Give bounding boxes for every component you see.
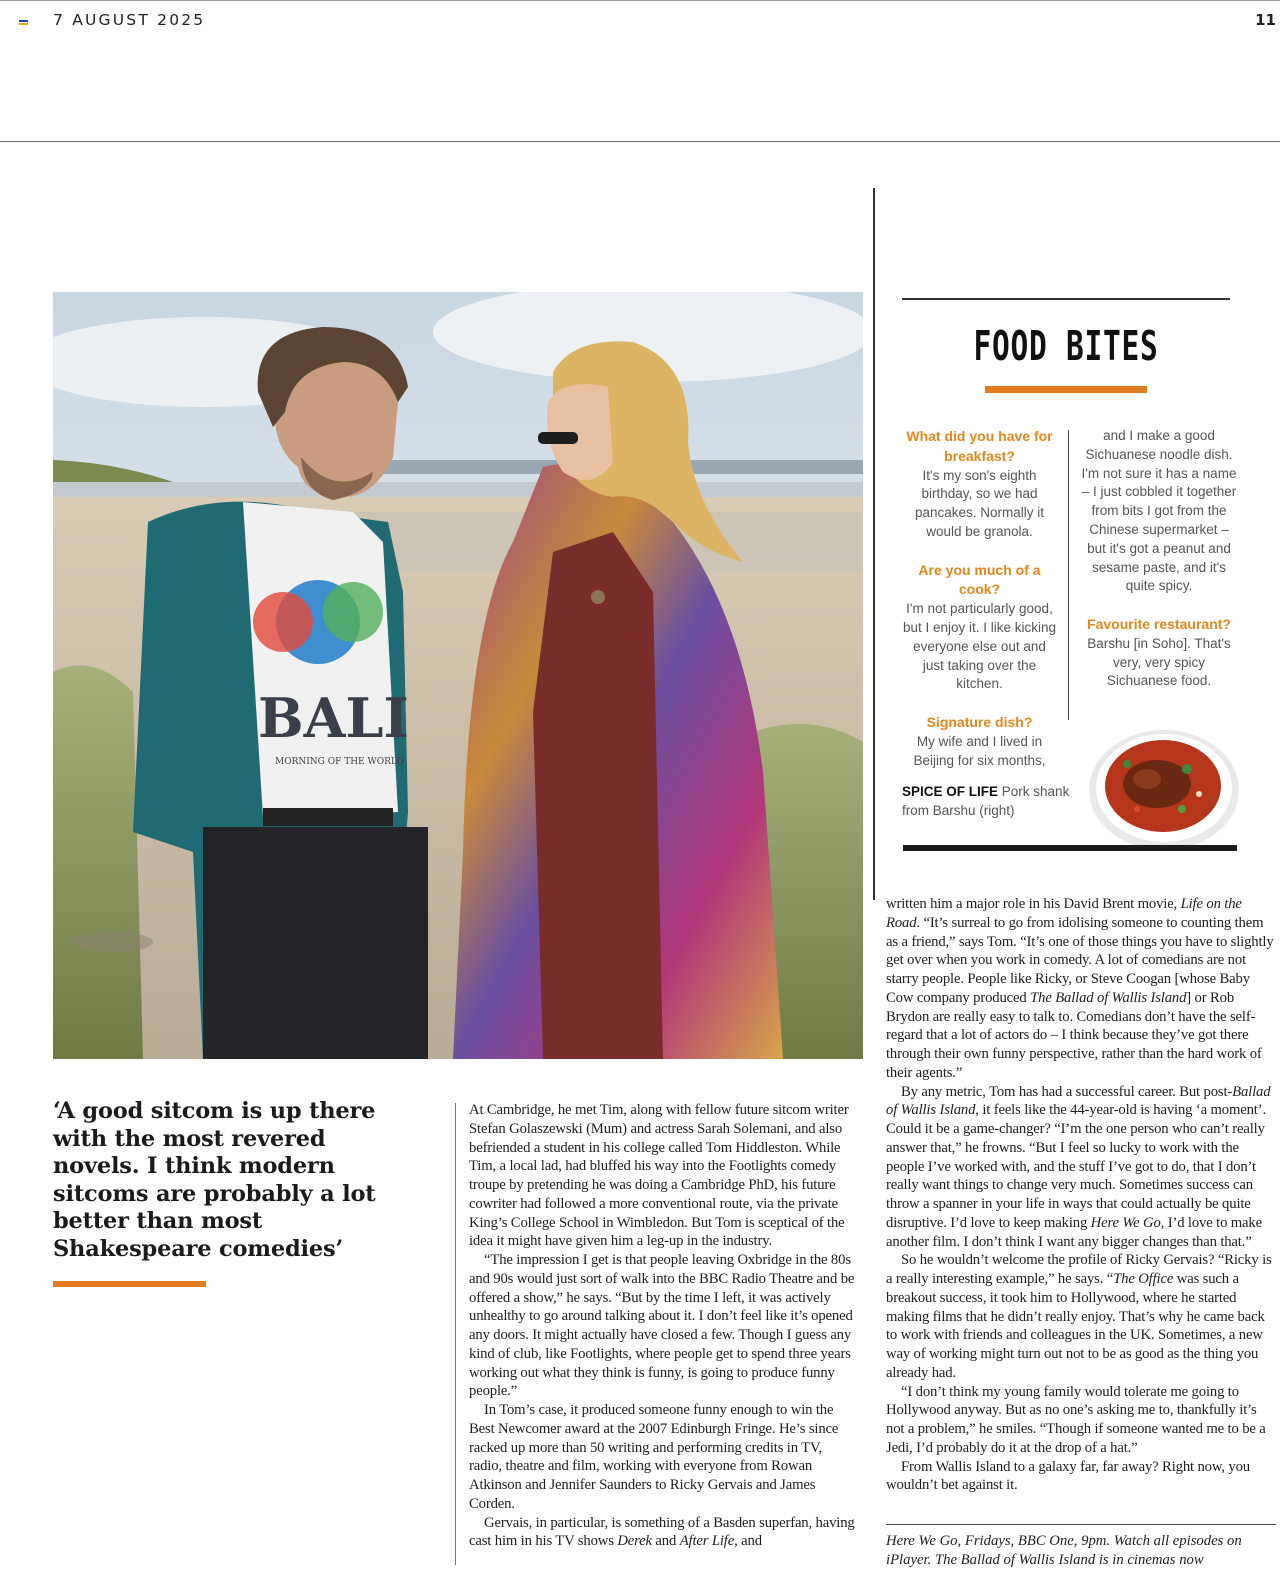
food-bites-column-2: [1080, 427, 1238, 710]
caption-rule: [886, 1524, 1276, 1525]
feature-photo: [53, 292, 863, 1059]
tshirt-subtext: MORNING OF THE WORLD: [275, 757, 405, 767]
flag-icon: [19, 20, 28, 27]
paragraph: At Cambridge, he met Tim, along with fellow future sitcom writer Stefan Golaszewski (Mum) and actress Sarah Solemani, and also befriended a student in his college called Tom Hiddleston. While Tim, a local lad, had bluffed his way into the Footlights comedy troupe by pretending he was doing a Cambridge PhD, his future cowriter had followed a more conventional route, via the private King’s College School in Wimbledon. But Tom is sceptical of the idea it might have given him a leg-up in the industry.: [469, 1102, 849, 1250]
answer: and I make a good Sichuanese noodle dish. I'm not sure it has a name – I just cobbled it together from bits I got from the Chinese supermarket – but it's got a peanut and sesame paste, and it's quite spicy.: [1081, 428, 1237, 594]
answer: Barshu [in Soho]. That's very, very spicy Sichuanese food.: [1087, 635, 1231, 689]
paragraph: So he wouldn’t welcome the profile of Ricky Gervais? “Ricky is a really interesting example,” he says. “The Office was such a breakout success, it took him to Hollywood, where he started making films that he didn’t really enjoy. That’s why he came back to work with friends and colleagues in the UK. Sometimes, a new way of working might turn out not to be as good as the thing you already had.: [886, 1252, 1272, 1381]
food-bites-title: FOOD BITES: [973, 322, 1159, 370]
food-photo-caption: [902, 782, 1077, 820]
issue-date: 7 AUGUST 2025: [53, 11, 206, 29]
food-bites-accent-bar: [985, 386, 1147, 393]
column-divider: [873, 188, 875, 900]
food-bites-divider: [1068, 430, 1069, 720]
paragraph: “The impression I get is that people leaving Oxbridge in the 80s and 90s would just sort of walk into the BBC Radio Theatre and be offered a show,” he says. “But by the time I left, it was actively unhealthy to go around talking about it. I don’t feel like it’s opened any doors. It might actually have closed a few. Though I guess any kind of club, like Footlights, where people get to spend three years working out what they think is funny, is going to produce funny people.”: [469, 1252, 855, 1400]
paragraph: Gervais, in particular, is something of a Basden superfan, having cast him in his TV shows Derek and After Life, and: [469, 1514, 855, 1550]
caption-label: SPICE OF LIFE: [902, 784, 999, 799]
tshirt-text: BALI: [258, 686, 409, 750]
page-header: [0, 0, 1280, 142]
question: Are you much of a cook?: [918, 561, 1041, 598]
qa-item: [1080, 427, 1238, 596]
pork-shank-dish-image: [1087, 724, 1241, 850]
food-bites-top-rule: [902, 298, 1230, 300]
food-bites-column-1: [902, 427, 1057, 789]
paragraph: In Tom’s case, it produced someone funny enough to win the Best Newcomer award at the 2007 Edinburgh Fringe. He’s since racked up more than 50 writing and performing credits in TV, radio, theatre and film, working with everyone from Rowan Atkinson and Jennifer Saunders to Ricky Gervais and James Corden.: [469, 1402, 839, 1512]
qa-item: [1080, 615, 1238, 691]
question: Favourite restaurant?: [1087, 615, 1231, 632]
qa-item: [902, 427, 1057, 542]
answer: My wife and I lived in Beijing for six months,: [913, 733, 1046, 768]
answer: It's my son's eighth birthday, so we had pancakes. Normally it would be granola.: [914, 467, 1045, 539]
paragraph: written him a major role in his David Brent movie, Life on the Road. “It’s surreal to go from idolising someone to counting them as a friend,” says Tom. “It’s one of those things you have to slightly get over when you work in comedy. A lot of comedians are not starry people. People like Ricky, or Steve Coogan [whose Baby Cow company produced The Ballad of Wallis Island] or Rob Brydon are really easy to talk to. Comedians don’t have the self-regard that a lot of actors do – I think because they’ve got there through their own funny perspective, rather than the hard work of their agents.”: [886, 896, 1274, 1081]
caption-text: Pork shank from Barshu (right): [902, 784, 1070, 818]
question: What did you have for breakfast?: [906, 428, 1053, 464]
article-column-2: [886, 895, 1276, 1495]
broadcast-info-caption: Here We Go, Fridays, BBC One, 9pm. Watch all episodes on iPlayer. The Ballad of Wallis Island is in cinemas now: [886, 1533, 1242, 1568]
qa-item: [902, 713, 1057, 770]
paragraph: From Wallis Island to a galaxy far, far away? Right now, you wouldn’t bet against it.: [886, 1458, 1250, 1494]
pull-quote: ‘A good sitcom is up there with the most revered novels. I think modern sitcoms are probably a lot better than most Shakespeare comedies’: [53, 1098, 376, 1262]
page-number: 11: [1255, 11, 1276, 29]
qa-item: [902, 561, 1057, 695]
column-rule: [455, 1103, 456, 1565]
answer: I'm not particularly good, but I enjoy it. I like kicking everyone else out and just taking over the kitchen.: [902, 601, 1057, 692]
article-column-1: [469, 1101, 857, 1551]
paragraph: “I don’t think my young family would tolerate me going to Hollywood anyway. But as no one’s asking me to, thankfully it’s not a problem,” he smiles. “Though if someone wanted me to be a Jedi, I’d probably do it at the drop of a hat.”: [886, 1383, 1266, 1456]
question: Signature dish?: [926, 713, 1033, 730]
food-bites-bottom-rule: [903, 845, 1237, 851]
paragraph: By any metric, Tom has had a successful career. But post-Ballad of Wallis Island, it feels like the 44-year-old is having ‘a moment’. Could it be a game-changer? “I’m the one person who can’t really answer that,” he frowns. “But I feel so lucky to work with the people I’ve worked with, and the stuff I’ve got to do, that I don’t really want things to change very much. Sometimes success can throw a spanner in your life in ways that could actually be quite disruptive. I’d love to keep making Here We Go, I’d love to make another film. I don’t think I want any bigger changes than that.”: [886, 1083, 1271, 1250]
pull-quote-accent-bar: [53, 1281, 206, 1287]
